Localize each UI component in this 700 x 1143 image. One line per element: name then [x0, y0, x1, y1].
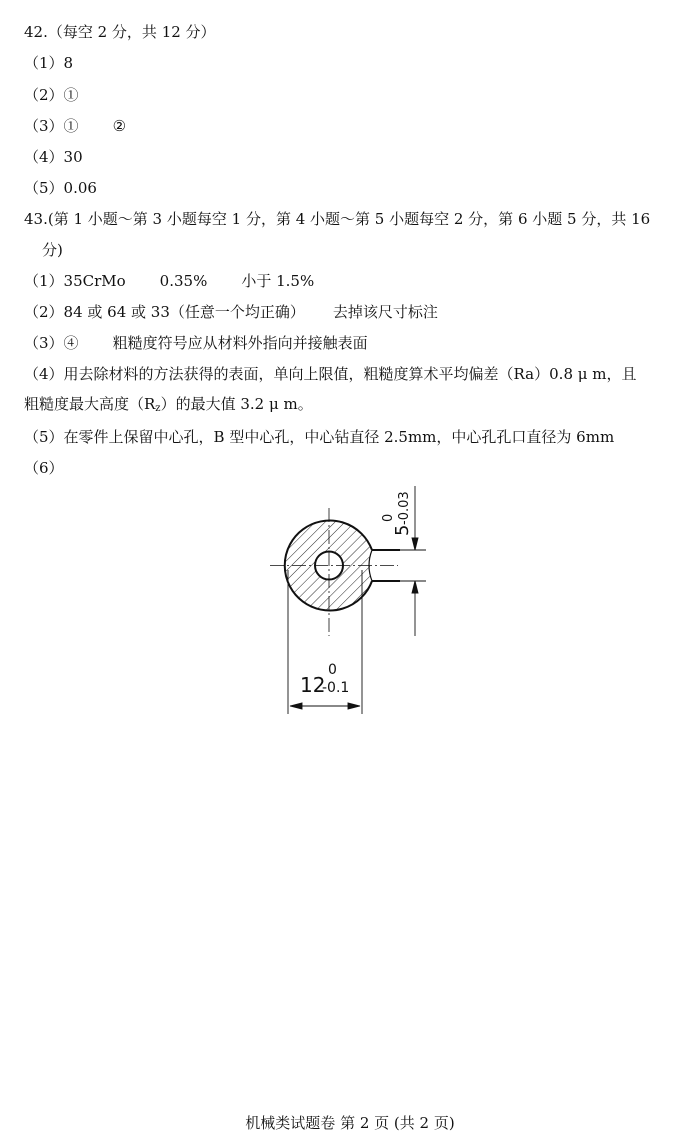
width-dim-upper: 0 [328, 662, 337, 678]
answer-number: （4） [24, 148, 64, 166]
q43-header-cont: 分) [42, 241, 63, 259]
answer-value: 35CrMo [63, 272, 126, 290]
subscript-z: z [155, 403, 161, 414]
answer-value: 0.35% [159, 272, 208, 290]
answer-value: ① [63, 117, 79, 135]
q43-answer-4 [24, 359, 674, 424]
answer-value: 30 [63, 148, 83, 166]
q42-answer-5 [24, 178, 97, 198]
answer-value: ① [63, 86, 79, 104]
slot-dim-nominal: 5 [392, 524, 413, 536]
keyway [369, 550, 430, 581]
width-dim-nominal: 12 [300, 673, 326, 697]
answer-number: （3） [24, 334, 64, 352]
section-drawing [250, 478, 450, 718]
answer-4-text: 粗糙度最大高度（R [24, 395, 156, 413]
q43-answer-1 [24, 271, 314, 291]
q43-answer-2 [24, 302, 438, 322]
answer-4-line-1: （4）用去除材料的方法获得的表面，单向上限值，粗糙度算术平均偏差（Ra）0.8 μ m，且 [24, 365, 637, 383]
answer-number: （2） [24, 86, 64, 104]
q42-answer-2 [24, 85, 79, 105]
answer-value: 0.06 [63, 179, 97, 197]
answer-value: 粗糙度符号应从材料外指向并接触表面 [112, 334, 368, 352]
answer-number: （1） [24, 272, 64, 290]
answer-number: （2） [24, 303, 64, 321]
answer-value: ② [112, 117, 127, 135]
answer-4-text-end: ）的最大值 3.2 μ m。 [160, 395, 313, 413]
q43-answer-3 [24, 333, 368, 353]
slot-dim-lower: -0.03 [397, 491, 412, 525]
answer-value: 84 或 64 或 33（任意一个均正确） [63, 303, 305, 321]
q43-answer-6: （6） [24, 459, 64, 477]
answer-value: 8 [63, 54, 74, 72]
answer-value: ④ [63, 334, 79, 352]
page-footer: 机械类试题卷 第 2 页 (共 2 页) [245, 1114, 455, 1132]
answer-value: 去掉该尺寸标注 [332, 303, 438, 321]
q42-answer-1 [24, 53, 73, 73]
q42-answer-3 [24, 116, 126, 136]
q42-header: 42.（每空 2 分，共 12 分） [24, 23, 216, 41]
answer-value: 小于 1.5% [241, 272, 315, 290]
q42-answer-4 [24, 147, 83, 167]
slot-dim-upper: 0 [381, 513, 396, 522]
answer-number: （3） [24, 117, 64, 135]
answer-number: （5） [24, 179, 64, 197]
q43-answer-5: （5）在零件上保留中心孔，B 型中心孔，中心钻直径 2.5mm，中心孔孔口直径为 6mm [24, 428, 615, 446]
answer-4-line-2 [24, 389, 674, 424]
q43-header: 43.(第 1 小题～第 3 小题每空 1 分，第 4 小题～第 5 小题每空 2 分，第 6 小题 5 分，共 16 [24, 210, 651, 228]
width-dim-lower: -0.1 [322, 680, 350, 696]
answer-number: （1） [24, 54, 64, 72]
